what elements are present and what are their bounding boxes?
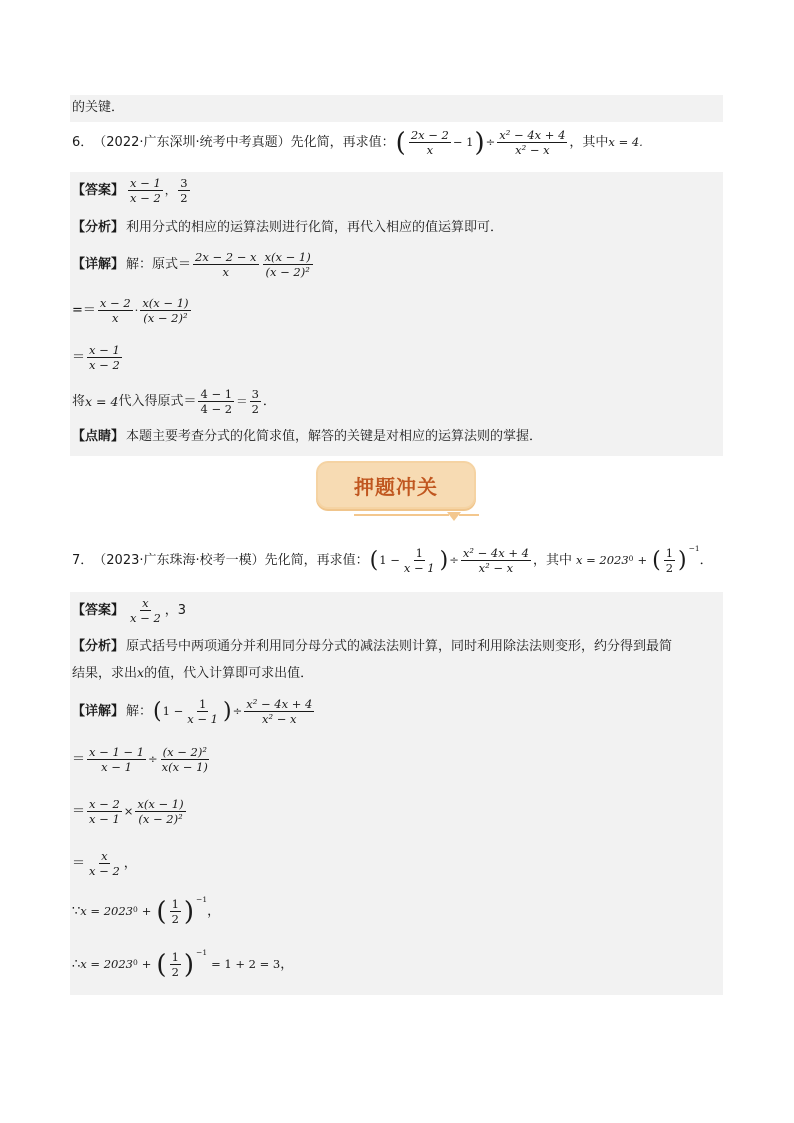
q7-where: ，其中 [532, 553, 572, 569]
fraction: $\frac{1}{x - 1}$ [187, 697, 218, 727]
q7-therefore-line: ∴ x = 2023 0 + ( $\frac{1}{2}$ ) −1 = 1 + 2 = 3 ， [72, 948, 294, 980]
fraction: $\frac{x - 2}{x}$ [99, 296, 131, 326]
fraction: $\frac{x - 1}{x - 2}$ [130, 176, 161, 206]
q6-expression: ( $\frac{2x - 2}{x}$ − 1 ) ÷ $\frac{\text{x² − 4x + 4}}{\text{x² − x}}$ [395, 127, 566, 158]
q6-detail-line2: =＝ $\frac{x - 2}{x}$ · $\frac{x(x - 1)}{\text{(x − 2)²}}$ [72, 296, 189, 326]
fraction: $\frac{x(x - 1)}{\text{(x − 2)²}}$ [142, 296, 189, 326]
q7-answer: 【答案】 $\frac{x}{x - 2}$ ，3 [72, 596, 187, 626]
q7-stem: 7． （2023·广东珠海·校考一模） 先化简，再求值： ( 1 − $\frac{1}{x - 1}$ ) ÷ $\frac{\text{x² − 4x + 4}}{\text{x² − x}}$ ，其中 x = 2023 0 + ( $\frac{1}{2}$ ) −1 ． [72, 544, 713, 576]
because-symbol: ∵ [72, 904, 81, 920]
fraction: $\frac{2x - 2}{x}$ [410, 128, 449, 158]
q7-detail-line1: 【详解】 解： ( 1 − $\frac{1}{x - 1}$ ) ÷ $\frac{\text{x² − 4x + 4}}{\text{x² − x}}$ [72, 697, 313, 727]
q6-comment [72, 430, 542, 443]
fraction: $\frac{3}{2}$ [251, 387, 259, 417]
analysis-label: 【分析】 [72, 220, 125, 235]
analysis-text: 原式括号中两项通分并利用同分母分式的减法法则计算，同时利用除法法则变形，约分得到最简 [126, 639, 673, 654]
q6-where: ，其中 [569, 135, 609, 151]
section-banner: 押题冲关 [316, 461, 476, 509]
fraction: $\frac{1}{2}$ [665, 546, 674, 576]
fraction: $\frac{\text{x² − 4x + 4}}{\text{x² − x}}$ [462, 546, 529, 576]
fraction: $\frac{x - 1 - 1}{x - 1}$ [89, 745, 145, 775]
fraction: $\frac{x(x - 1)}{\text{(x − 2)²}}$ [137, 797, 184, 827]
fraction: $\frac{\text{x² − 4x + 4}}{\text{x² − x}}$ [246, 697, 313, 727]
fraction: $\frac{x(x - 1)}{\text{(x − 2)²}}$ [264, 250, 311, 280]
q6-detail-line1: 【详解】 解：原式＝ $\frac{2x - 2 - x}{x}$ $\frac{x(x - 1)}{\text{(x − 2)²}}$ [72, 250, 311, 280]
therefore-symbol: ∴ [72, 957, 81, 973]
fraction: $\frac{2x - 2 - x}{x}$ [195, 250, 257, 280]
shaded-block-top [70, 95, 723, 122]
top-fragment: 的关键． [72, 100, 125, 115]
q6-source: （2022·广东深圳·统考中考真题） [93, 135, 291, 151]
comment-label: 【点睛】 [72, 429, 125, 444]
fraction: $\frac{1}{2}$ [171, 897, 179, 927]
q7-number: 7． [72, 553, 94, 569]
fraction: $\frac{1}{2}$ [171, 950, 179, 980]
fraction: $\frac{3}{2}$ [180, 176, 188, 206]
comment-text: 本题主要考查分式的化简求值，解答的关键是对相应的运算法则的掌握． [126, 429, 543, 444]
q7-source: （2023·广东珠海·校考一模） [93, 553, 265, 569]
fraction: $\frac{x}{x - 2}$ [89, 849, 120, 879]
q7-analysis-line2: 结果，求出 x 的值，代入计算即可求出值． [72, 665, 314, 681]
q6-answer: 【答案】 $\frac{x - 1}{x - 2}$ ， $\frac{3}{2}$ [72, 176, 188, 206]
banner-underline-left [354, 514, 449, 516]
fraction: $\frac{x - 2}{x - 1}$ [89, 797, 120, 827]
q6-substitution: 将 x = 4 代入得原式＝ $\frac{4 - 1}{4 - 2}$ ＝ $\frac{3}{2}$ ． [72, 387, 276, 417]
q7-analysis-line1 [72, 640, 672, 653]
banner-pointer [447, 512, 461, 521]
banner-underline-right [459, 514, 479, 516]
fraction: $\frac{x}{x - 2}$ [130, 596, 161, 626]
q7-x-value: x = 2023 0 + ( $\frac{1}{2}$ ) −1 [575, 544, 700, 576]
fraction: $\frac{\text{x² − 4x + 4}}{\text{x² − x}}$ [499, 128, 566, 158]
fraction: $\frac{4 - 1}{4 - 2}$ [200, 387, 233, 417]
fraction: $\frac{\text{(x − 2)²}}{x(x - 1)}$ [161, 745, 208, 775]
q7-stem-text: 先化简，再求值： [264, 553, 369, 569]
q7-expression: ( 1 − $\frac{1}{x - 1}$ ) ÷ $\frac{\text{x² − 4x + 4}}{\text{x² − x}}$ [369, 546, 529, 576]
q7-detail-line4: ＝ $\frac{x}{x - 2}$ ， [72, 849, 137, 879]
q6-number: 6． [72, 135, 94, 151]
detail-label: 【详解】 [72, 704, 125, 720]
q7-because-line: ∵ x = 2023 0 + ( $\frac{1}{2}$ ) −1 ， [72, 895, 221, 927]
fraction: $\frac{1}{x - 1}$ [403, 546, 435, 576]
q6-analysis [72, 221, 503, 234]
q7-detail-line3: ＝ $\frac{x - 2}{x - 1}$ × $\frac{x(x - 1)}{\text{(x − 2)²}}$ [72, 797, 184, 827]
analysis-label: 【分析】 [72, 639, 125, 654]
q6-detail-line3: ＝ $\frac{x - 1}{x - 2}$ [72, 343, 120, 373]
q6-stem-text: 先化简，再求值： [290, 135, 395, 151]
analysis-text: 利用分式的相应的运算法则进行化简，再代入相应的值运算即可． [126, 220, 504, 235]
q7-detail-line2: ＝ $\frac{x - 1 - 1}{x - 1}$ ÷ $\frac{\text{(x − 2)²}}{x(x - 1)}$ [72, 745, 208, 775]
detail-label: 【详解】 [72, 257, 125, 273]
q6-stem [72, 128, 643, 158]
answer-label: 【答案】 [72, 603, 125, 619]
q6-x-value: x = 4. [608, 135, 643, 150]
text-line-top [72, 101, 124, 114]
answer-label: 【答案】 [72, 183, 125, 199]
fraction: $\frac{x - 1}{x - 2}$ [89, 343, 120, 373]
